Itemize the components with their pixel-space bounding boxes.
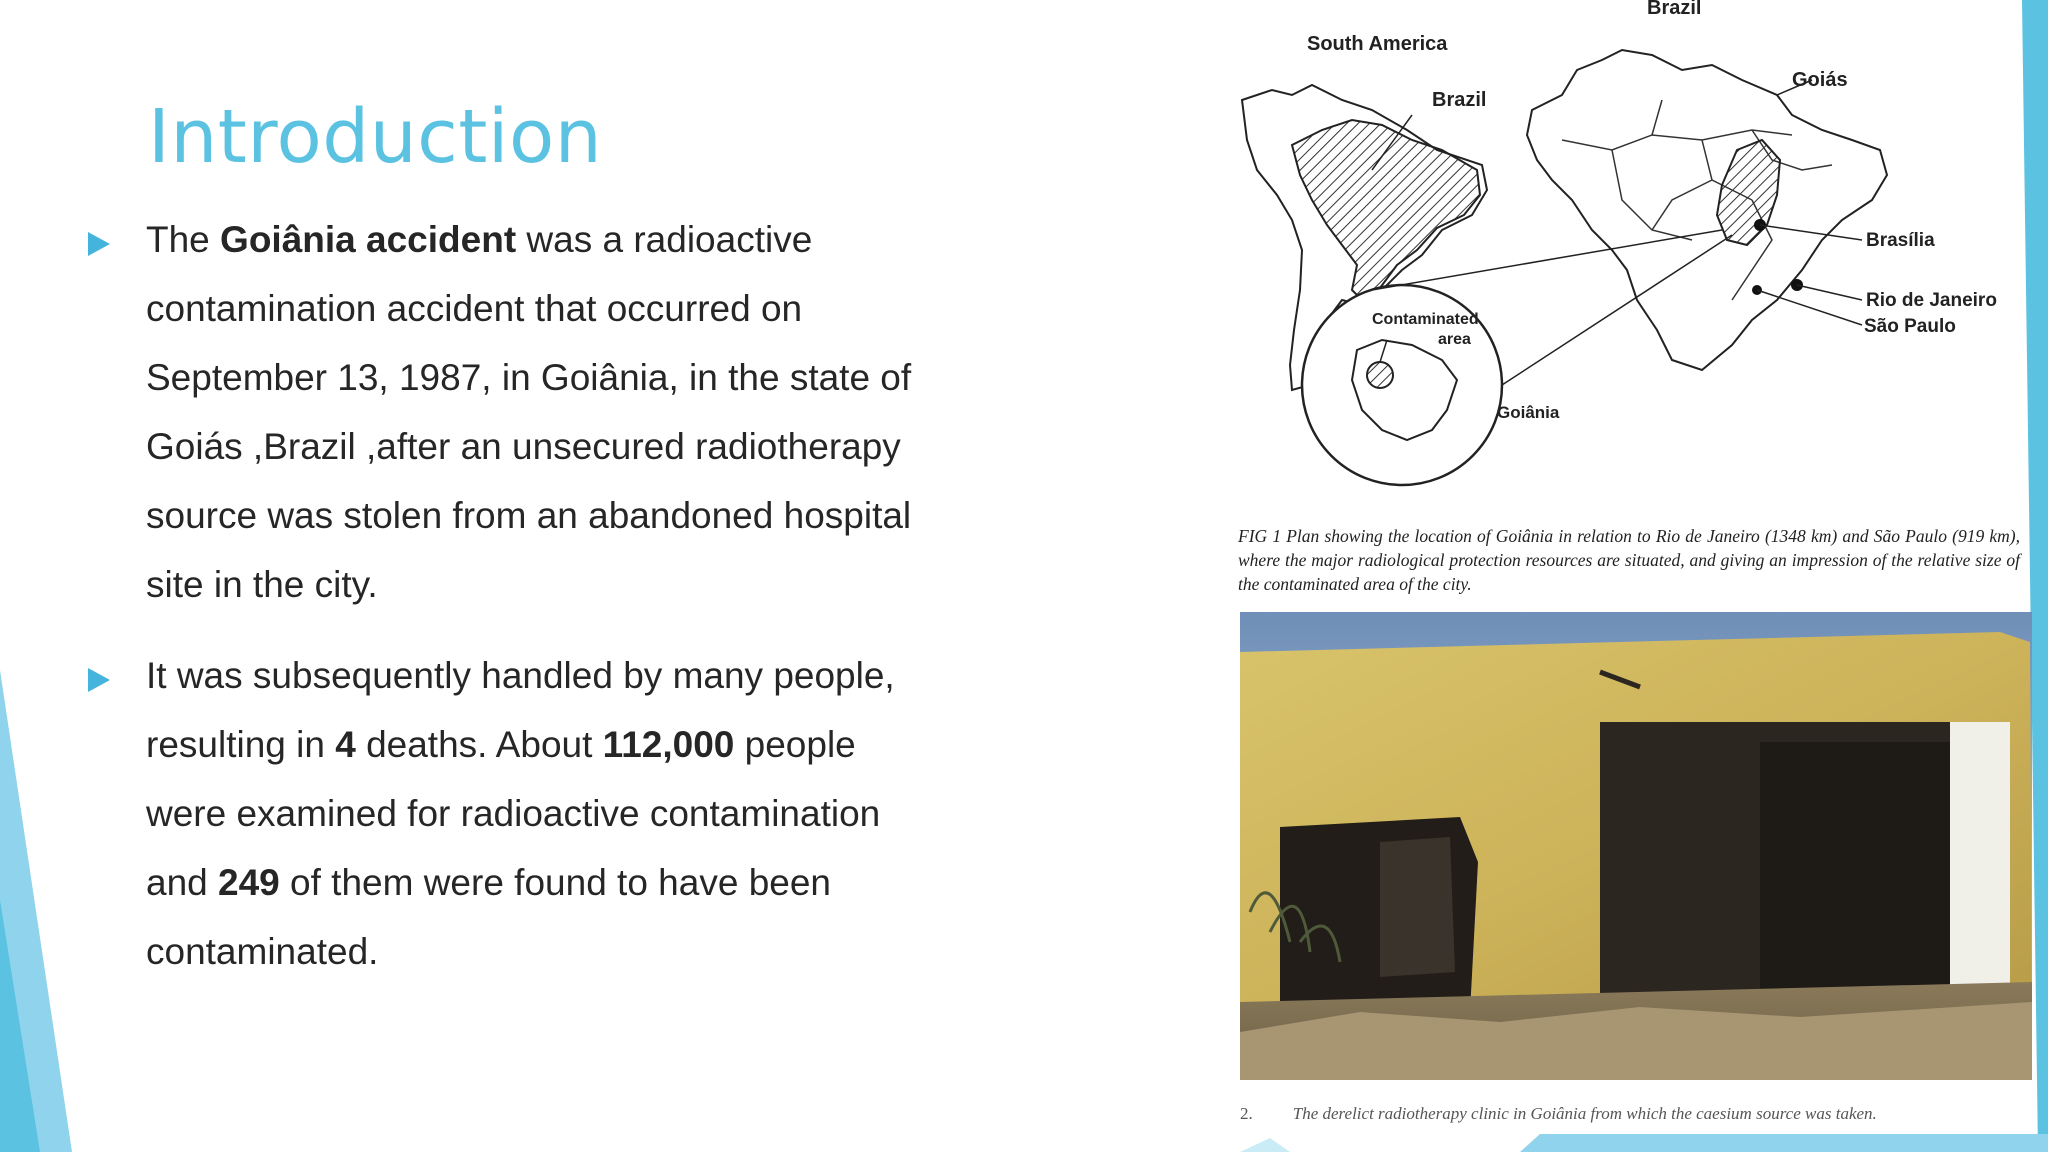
photo-caption-text: The derelict radiotherapy clinic in Goiânia from which the caesium source was taken. xyxy=(1292,1104,1877,1123)
bullet-arrow-icon xyxy=(88,232,110,256)
map-figure xyxy=(1232,0,2022,610)
contaminated-spot xyxy=(1367,362,1393,388)
bullet-text-1 xyxy=(146,205,946,619)
text-segment: people were examined for radioactive contamination and xyxy=(146,724,881,903)
map-caption: FIG 1 Plan showing the location of Goiânia in relation to Rio de Janeiro (1348 km) and São Paulo (919 km), where the major radiological protection resources are situated, and giving an impression of the relative size of the contaminated area of the city. xyxy=(1238,526,2020,594)
photo-caption xyxy=(1240,1104,2032,1124)
bullet-item-1 xyxy=(86,205,946,619)
map-label-goias: Goiás xyxy=(1792,69,1848,91)
text-segment: of them were found to have been contaminated. xyxy=(146,862,832,972)
clinic-photo xyxy=(1240,612,2032,1080)
map-label-area: area xyxy=(1438,331,1471,348)
bold-number-deaths: 4 xyxy=(335,724,356,765)
slide-title: Introduction xyxy=(148,93,603,180)
brazil-detail-outline xyxy=(1527,50,1887,370)
text-segment: deaths. About xyxy=(355,724,603,765)
map-label-sao-paulo: São Paulo xyxy=(1864,316,1956,337)
bold-number-examined: 112,000 xyxy=(602,724,735,765)
map-label-contaminated: Contaminated xyxy=(1372,311,1479,328)
text-segment: The xyxy=(146,219,221,260)
left-accent-shape xyxy=(0,0,90,1152)
bold-number-contaminated: 249 xyxy=(218,862,280,903)
bullet-list xyxy=(86,205,946,1008)
brazil-map-image xyxy=(1232,0,2022,520)
map-label-rio: Rio de Janeiro xyxy=(1866,290,1997,311)
map-label-brazil: Brazil xyxy=(1432,89,1487,111)
bullet-item-2 xyxy=(86,641,946,986)
text-segment: It was subsequently handled by many people, resulting in xyxy=(146,655,895,765)
photo-number: 2. xyxy=(1240,1104,1253,1123)
map-label-south-america: South America xyxy=(1307,33,1448,55)
map-label-brazil-top: Brazil xyxy=(1647,0,1702,19)
clinic-photo-image xyxy=(1240,612,2032,1080)
map-label-brasilia: Brasília xyxy=(1866,230,1935,251)
map-label-goiania: Goiânia xyxy=(1497,403,1560,422)
bold-term-goiania-accident: Goiânia accident xyxy=(220,219,517,260)
text-segment: was a radioactive contamination accident that occurred on September 13, 1987, in Goiânia, in the state of Goiás ,Brazil ,after an unsecured radiotherapy source was stolen from an abandoned hospital site in the city. xyxy=(146,219,912,605)
bullet-text-2 xyxy=(146,641,946,986)
bullet-arrow-icon xyxy=(88,668,110,692)
